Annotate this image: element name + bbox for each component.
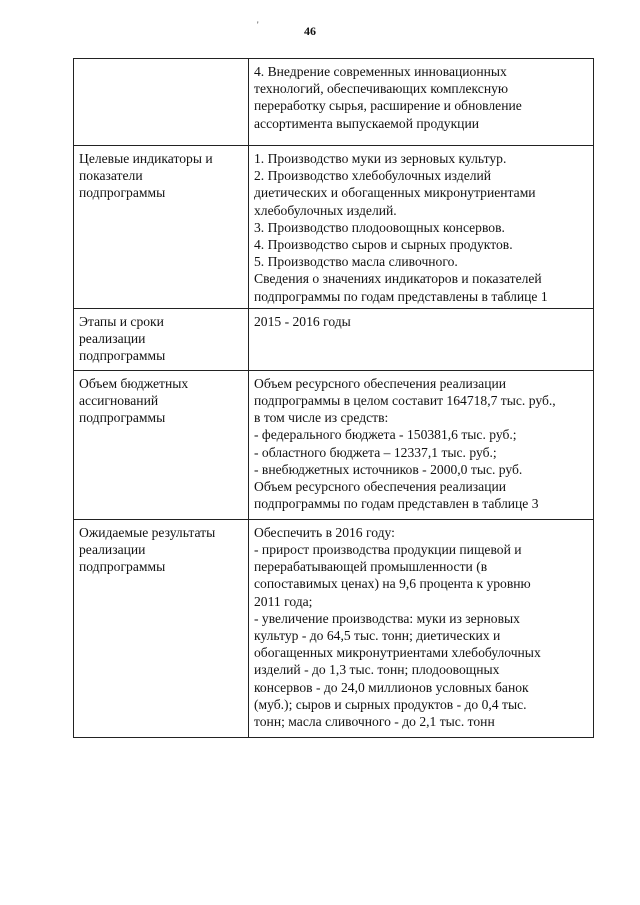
label-line: Целевые индикаторы и <box>79 151 213 166</box>
row-content-cell <box>249 146 594 309</box>
content-line: 4. Производство сыров и сырных продуктов. <box>254 237 513 253</box>
row-label-cell <box>74 308 249 370</box>
label-line: ассигнований <box>79 393 159 409</box>
content-line: изделий - до 1,3 тыс. тонн; плодоовощных <box>254 662 500 678</box>
scan-tick-mark: ' <box>257 20 259 30</box>
content-line: Обеспечить в 2016 году: <box>254 524 395 540</box>
row-content-cell <box>249 370 594 519</box>
label-line: подпрограммы <box>79 410 166 426</box>
row-label-cell <box>74 370 249 519</box>
content-line: - внебюджетных источников - 2000,0 тыс. руб. <box>254 461 523 477</box>
content-line: 3. Производство плодоовощных консервов. <box>254 219 505 235</box>
page-number: 46 <box>304 24 316 38</box>
row-content-cell <box>249 308 594 370</box>
content-line: ассортимента выпускаемой продукции <box>254 115 479 131</box>
content-line: переработку сырья, расширение и обновление <box>254 98 522 114</box>
row-content-cell <box>249 519 594 737</box>
content-line: 2011 года; <box>254 593 313 609</box>
content-line: подпрограммы по годам представлены в таблице 1 <box>254 288 548 304</box>
content-line: технологий, обеспечивающих комплексную <box>254 81 509 97</box>
content-line: подпрограммы в целом составит 164718,7 тыс. руб., <box>254 393 556 409</box>
content-line: тонн; масла сливочного - до 2,1 тыс. тонн <box>254 714 495 730</box>
label-line: Этапы и сроки <box>79 313 164 329</box>
label-line: Объем бюджетных <box>79 375 189 391</box>
content-line: в том числе из средств: <box>254 410 389 426</box>
content-line: Сведения о значениях индикаторов и показателей <box>254 271 542 287</box>
subprogram-passport-table <box>73 58 594 738</box>
content-line: обогащенных микронутриентами хлебобулочных <box>254 645 541 661</box>
content-line: 2015 - 2016 годы <box>254 313 351 329</box>
table-row <box>74 59 594 146</box>
label-line: подпрограммы <box>79 185 166 201</box>
table-body <box>74 59 594 738</box>
label-line: показатели <box>79 168 143 184</box>
table-row <box>74 519 594 737</box>
content-line: перерабатывающей промышленности (в <box>254 559 488 575</box>
label-line: реализации <box>79 542 146 558</box>
content-line: - прирост производства продукции пищевой и <box>254 542 522 558</box>
content-line: (муб.); сыров и сырных продуктов - до 0,4 тыс. <box>254 696 527 712</box>
content-line: - федерального бюджета - 150381,6 тыс. руб.; <box>254 427 517 443</box>
content-line: диетических и обогащенных микронутриентами <box>254 185 536 201</box>
content-line: Объем ресурсного обеспечения реализации <box>254 375 507 391</box>
label-line: Ожидаемые результаты <box>79 524 216 540</box>
row-label-cell <box>74 59 249 146</box>
content-line: 4. Внедрение современных инновационных <box>254 64 507 79</box>
label-line: подпрограммы <box>79 559 166 575</box>
table-row <box>74 370 594 519</box>
row-label-cell <box>74 146 249 309</box>
content-line: консервов - до 24,0 миллионов условных банок <box>254 679 529 695</box>
content-line: 1. Производство муки из зерновых культур. <box>254 151 507 166</box>
row-content-cell <box>249 59 594 146</box>
content-line: культур - до 64,5 тыс. тонн; диетических и <box>254 628 501 644</box>
content-line: сопоставимых ценах) на 9,6 процента к уровню <box>254 576 531 592</box>
label-line: реализации <box>79 331 146 347</box>
table-row <box>74 308 594 370</box>
label-line: подпрограммы <box>79 348 166 364</box>
content-line: 2. Производство хлебобулочных изделий <box>254 168 492 184</box>
content-line: - областного бюджета – 12337,1 тыс. руб.; <box>254 444 497 460</box>
content-line: подпрограммы по годам представлен в таблице 3 <box>254 496 539 512</box>
content-line: хлебобулочных изделий. <box>254 202 397 218</box>
content-line: 5. Производство масла сливочного. <box>254 254 458 270</box>
table-row <box>74 146 594 309</box>
content-line: Объем ресурсного обеспечения реализации <box>254 479 507 495</box>
content-line: - увеличение производства: муки из зерновых <box>254 610 520 626</box>
row-label-cell <box>74 519 249 737</box>
